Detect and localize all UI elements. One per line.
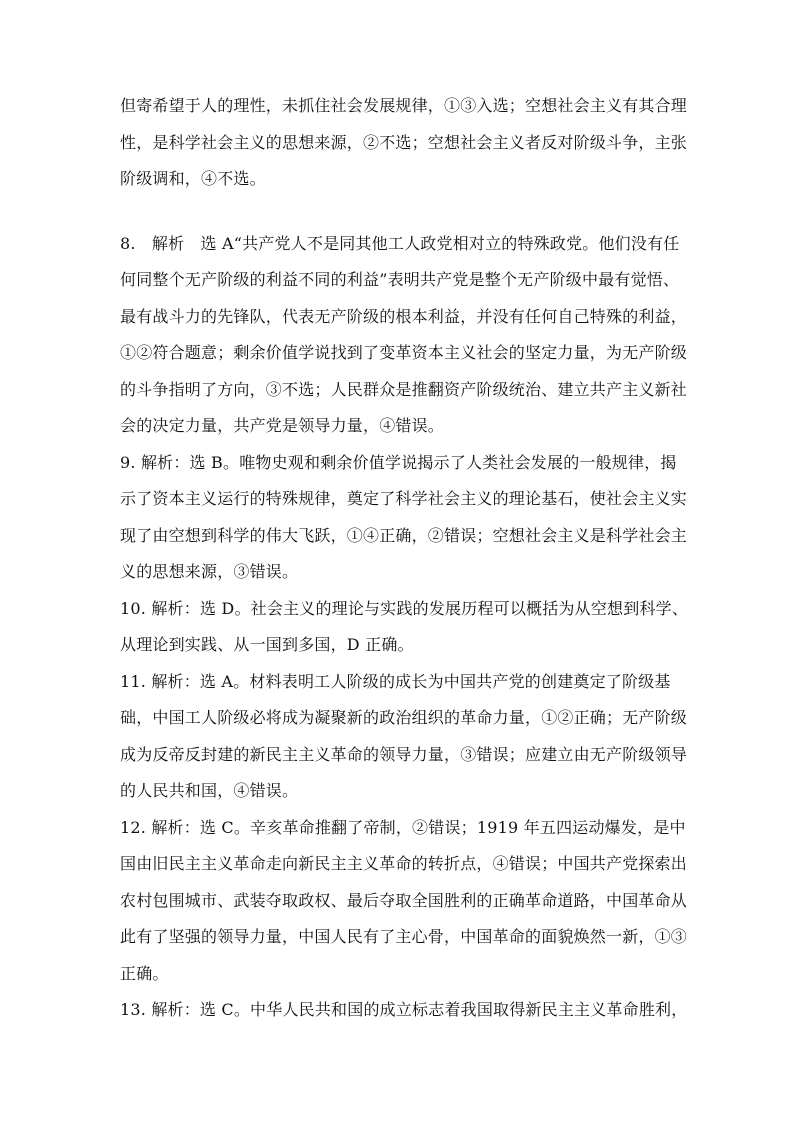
paragraph-q10: 10. 解析：选 D。社会主义的理论与实践的发展历程可以概括为从空想到科学、从理论到实践、从一国到多国，D 正确。	[120, 598, 689, 654]
paragraph-q11: 11. 解析：选 A。材料表明工人阶级的成长为中国共产党的创建奠定了阶级基础，中国工人阶级必将成为凝聚新的政治组织的革命力量，①②正确；无产阶级成为反帝反封建的新民主主义革命的领导力量，③错误；应建立由无产阶级领导的人民共和国，④错误。	[120, 671, 688, 800]
paragraph-q8: 8. 解析 选 A“共产党人不是同其他工人政党相对立的特殊政党。他们没有任何同整个无产阶级的利益不同的利益”表明共产党是整个无产阶级中最有觉悟、最有战斗力的先锋队，代表无产阶级的根本利益，并没有任何自己特殊的利益，①②符合题意；剩余价值学说找到了变革资本主义社会的坚定力量，为无产阶级的斗争指明了方向，③不选；人民群众是推翻资产阶级统治、建立共产主义新社会的决定力量，共产党是领导力量，④错误。	[120, 233, 688, 435]
paragraph-q13: 13. 解析：选 C。中华人民共和国的成立标志着我国取得新民主主义革命胜利，	[120, 1000, 688, 1019]
paragraph-q9: 9. 解析：选 B。唯物史观和剩余价值学说揭示了人类社会发展的一般规律，揭示了资本主义运行的特殊规律，奠定了科学社会主义的理论基石，使社会主义实现了由空想到科学的伟大飞跃，①④正确，②错误；空想社会主义是科学社会主义的思想来源，③错误。	[120, 452, 688, 581]
answer-analysis-content	[120, 88, 690, 1029]
paragraph-gap	[120, 198, 690, 226]
paragraph-continuation: 但寄希望于人的理性，未抓住社会发展规律，①③入选；空想社会主义有其合理性，是科学社会主义的思想来源，②不选；空想社会主义者反对阶级斗争，主张阶级调和，④不选。	[120, 96, 688, 188]
paragraph-q12: 12. 解析：选 C。辛亥革命推翻了帝制，②错误；1919 年五四运动爆发，是中国由旧民主主义革命走向新民主主义革命的转折点，④错误；中国共产党探索出农村包围城市、武装夺取政权、最后夺取全国胜利的正确革命道路，中国革命从此有了坚强的领导力量，中国人民有了主心骨，中国革命的面貌焕然一新，①③正确。	[120, 817, 688, 983]
